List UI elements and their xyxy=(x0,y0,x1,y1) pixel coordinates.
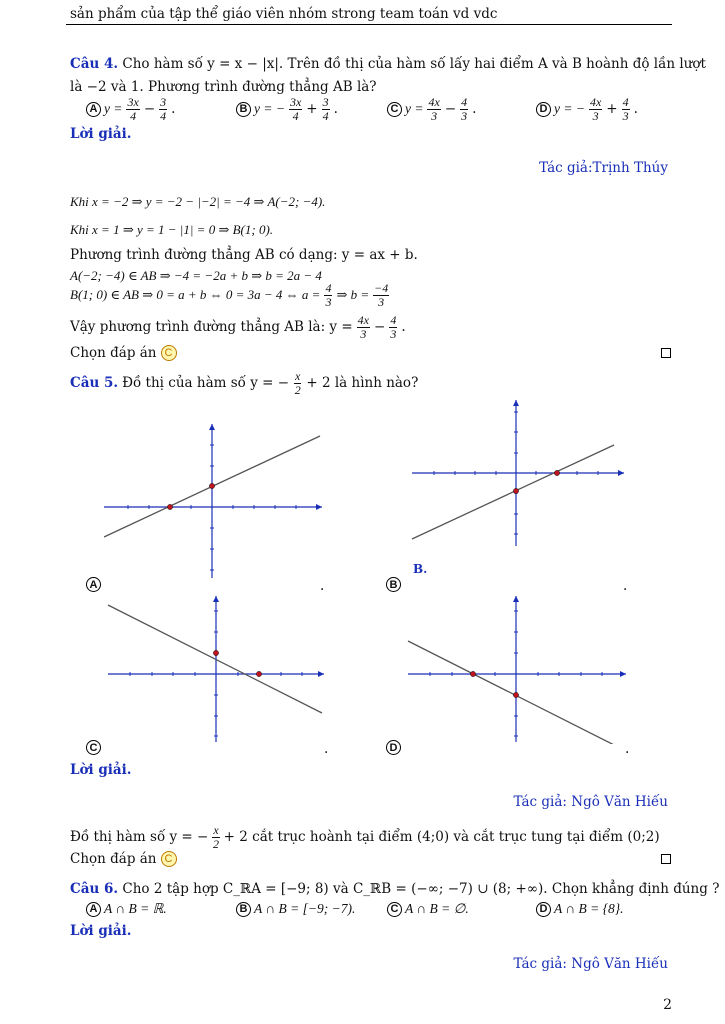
graph-d-dot: . xyxy=(625,741,630,757)
q4-option-a[interactable]: A y = $\frac{3x}{4}$ − $\frac{3}{4}$ . xyxy=(86,96,175,122)
option-letter: A xyxy=(86,902,101,917)
q5-choose: Chọn đáp án C xyxy=(70,851,177,867)
q6-option-a[interactable]: A A ∩ B = ℝ. xyxy=(86,901,167,917)
graph-a-letter[interactable]: A xyxy=(86,577,101,592)
graph-b xyxy=(408,398,626,548)
graph-b-y-intercept xyxy=(513,488,518,493)
graph-c-y-intercept xyxy=(213,650,218,655)
q5-answer-badge: C xyxy=(161,851,177,867)
q4-sol-line3: Phương trình đường thẳng AB có dạng: y = ax + b. xyxy=(70,247,418,263)
q6-option-c[interactable]: C A ∩ B = ∅. xyxy=(387,901,469,917)
q4-sol-line6: Vậy phương trình đường thẳng AB là: y = $\frac{4x}{3}$ − $\frac{4}{3}$ . xyxy=(70,313,406,341)
q4-sol-line1: Khi x = −2 ⇒ y = −2 − |−2| = −4 ⇒ A(−2; −4). xyxy=(70,194,326,209)
option-letter: D xyxy=(536,902,551,917)
q4-text1: Cho hàm số y = x − |x|. Trên đồ thị của hàm số lấy hai điểm A và B hoành độ lần lượt xyxy=(122,56,706,72)
option-letter: D xyxy=(536,102,551,117)
graph-d-y-intercept xyxy=(513,692,518,697)
q5-label: Câu 5. xyxy=(70,375,119,392)
q5-solution-label: Lời giải. xyxy=(70,762,132,778)
option-letter: C xyxy=(387,102,402,117)
q4-choose: Chọn đáp án C xyxy=(70,345,177,361)
q4-sol-line5: B(1; 0) ∈ AB ⇒ 0 = a + b ⇔ 0 = 3a − 4 ⇔ a = $\frac{4}{3}$ ⇒ b = $\frac{-4}{3}$ xyxy=(70,281,389,309)
q4-label: Câu 4. xyxy=(70,56,119,72)
graph-d-letter[interactable]: D xyxy=(386,740,401,755)
graph-a xyxy=(104,420,324,580)
q6-text-line xyxy=(70,881,719,897)
page-header: sản phẩm của tập thể giáo viên nhóm strong team toán vd vdc xyxy=(70,6,498,22)
graph-b-x-intercept xyxy=(554,470,559,475)
q6-author: Tác giả: Ngô Văn Hiếu xyxy=(513,956,668,972)
graph-c xyxy=(104,594,326,744)
option-letter: B xyxy=(236,102,251,117)
q6-solution-label: Lời giải. xyxy=(70,923,132,939)
q4-text-line1 xyxy=(70,56,706,72)
option-letter: B xyxy=(236,902,251,917)
graph-a-y-intercept xyxy=(209,483,214,488)
q5-author: Tác giả: Ngô Văn Hiếu xyxy=(513,794,668,810)
q5-end-box xyxy=(661,854,671,864)
q4-author: Tác giả:Trịnh Thúy xyxy=(539,160,668,176)
graph-a-dot: . xyxy=(320,578,325,594)
q6-option-d[interactable]: D A ∩ B = {8}. xyxy=(536,901,624,917)
header-rule xyxy=(66,24,672,25)
q4-solution-label: Lời giải. xyxy=(70,126,132,142)
graph-a-x-intercept xyxy=(167,504,172,509)
q4-sol-line4: A(−2; −4) ∈ AB ⇒ −4 = −2a + b ⇒ b = 2a − 4 xyxy=(70,268,322,283)
graph-b-caption: B. xyxy=(413,562,428,576)
q4-option-b[interactable]: B y = − $\frac{3x}{4}$ + $\frac{3}{4}$ . xyxy=(236,96,338,122)
q4-text2: là −2 và 1. Phương trình đường thẳng AB là? xyxy=(70,79,377,95)
graph-d-x-intercept xyxy=(470,671,475,676)
q6-text: Cho 2 tập hợp C_ℝA = [−9; 8) và C_ℝB = (−∞; −7) ∪ (8; +∞). Chọn khẳng định đúng ? xyxy=(122,881,720,897)
graph-d xyxy=(404,594,628,744)
q4-option-d[interactable]: D y = − $\frac{4x}{3}$ + $\frac{4}{3}$ . xyxy=(536,96,638,122)
option-letter: C xyxy=(387,902,402,917)
option-letter: A xyxy=(86,102,101,117)
q4-sol-line2: Khi x = 1 ⇒ y = 1 − |1| = 0 ⇒ B(1; 0). xyxy=(70,222,274,237)
graph-c-letter[interactable]: C xyxy=(86,740,101,755)
graph-b-dot: . xyxy=(623,578,628,594)
q6-option-b[interactable]: B A ∩ B = [−9; −7). xyxy=(236,901,355,917)
q4-option-c[interactable]: C y = $\frac{4x}{3}$ − $\frac{4}{3}$ . xyxy=(387,96,476,122)
q4-answer-badge: C xyxy=(161,345,177,361)
q5-solution-text: Đồ thị hàm số y = − $\frac{x}{2}$ + 2 cắt trục hoành tại điểm (4;0) và cắt trục tung tại điểm (0;2) xyxy=(70,823,660,851)
q4-end-box xyxy=(661,348,671,358)
q5-text: Câu 5. Đồ thị của hàm số y = − $\frac{x}{2}$ + 2 là hình nào? xyxy=(70,369,419,397)
page-number: 2 xyxy=(663,997,672,1013)
graph-b-letter[interactable]: B xyxy=(386,577,401,592)
q6-label: Câu 6. xyxy=(70,881,119,897)
graph-c-dot: . xyxy=(324,741,329,757)
graph-c-x-intercept xyxy=(256,671,261,676)
